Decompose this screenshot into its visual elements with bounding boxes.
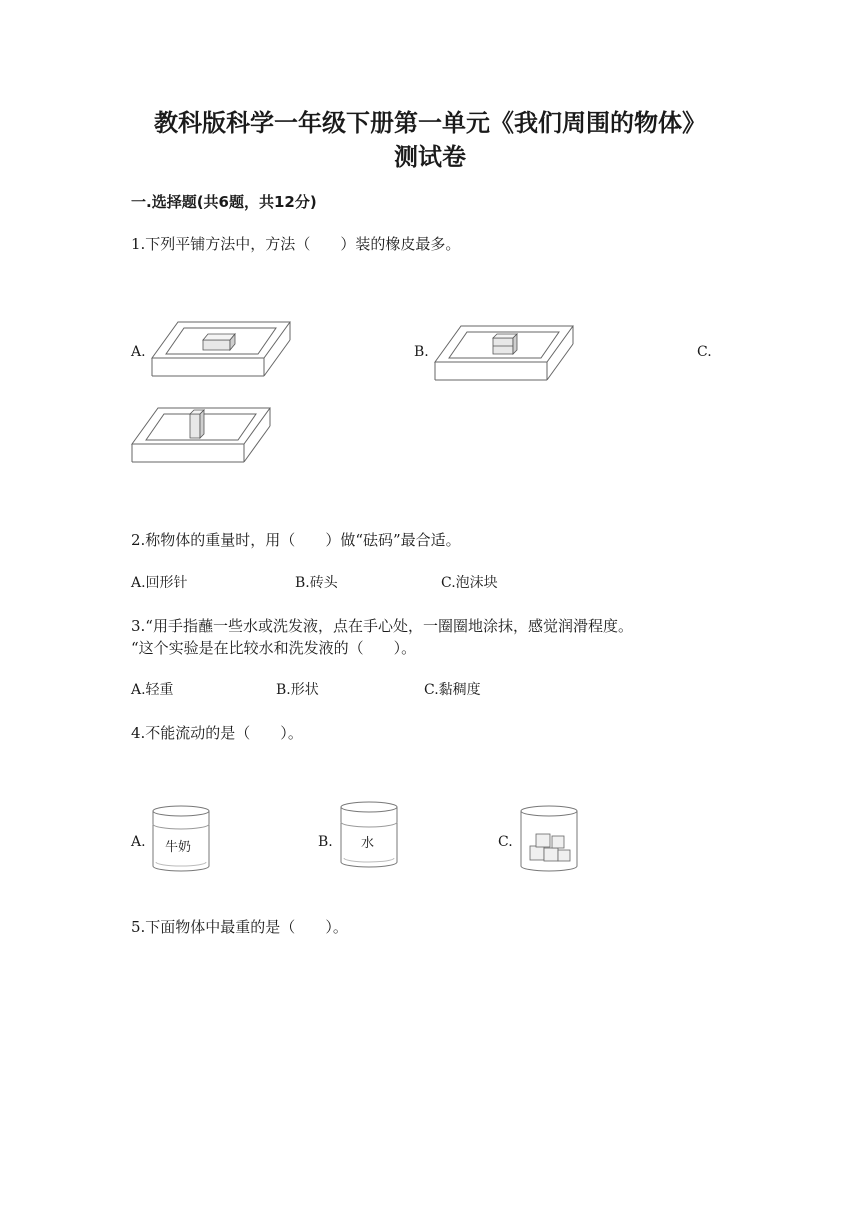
question-3-line-2: “这个实验是在比较水和洗发液的（ ）。 — [131, 639, 417, 657]
q4-water-cup-label: 水 — [361, 836, 375, 851]
q2-option-a: A.回形针 — [131, 575, 188, 591]
q2-option-b: B.砖头 — [295, 575, 338, 591]
question-3-line-1: 3.“用手指蘸一些水或洗发液，点在手心处，一圈圈地涂抹，感觉润滑程度。 — [131, 617, 633, 635]
question-1: 1.下列平铺方法中，方法（ ）装的橡皮最多。 — [131, 235, 461, 253]
q1-option-b-label: B. — [414, 344, 429, 360]
q4-option-c-label: C. — [498, 834, 513, 850]
q1-tray-b-figure — [431, 322, 576, 384]
q1-tray-c-figure — [128, 404, 273, 466]
q2-option-c: C.泡沫块 — [441, 575, 498, 591]
page-title: 教科版科学一年级下册第一单元《我们周围的物体》 — [154, 109, 706, 137]
q1-tray-a-figure — [148, 318, 293, 380]
q3-option-b: B.形状 — [276, 682, 319, 698]
question-4: 4.不能流动的是（ ）。 — [131, 724, 303, 742]
q1-option-c-label: C. — [697, 344, 712, 360]
question-5: 5.下面物体中最重的是（ ）。 — [131, 918, 348, 936]
q4-milk-cup-label: 牛奶 — [165, 840, 192, 855]
section-heading: 一.选择题(共6题，共12分) — [131, 193, 317, 211]
q4-option-b-label: B. — [318, 834, 333, 850]
page-subtitle: 测试卷 — [394, 143, 466, 171]
question-2: 2.称物体的重量时，用（ ）做“砝码”最合适。 — [131, 531, 461, 549]
q3-option-c: C.黏稠度 — [424, 682, 481, 698]
q4-option-a-label: A. — [131, 834, 146, 850]
q4-ice-cup-figure — [518, 804, 580, 874]
q1-option-a-label: A. — [131, 344, 146, 360]
q3-option-a: A.轻重 — [131, 682, 174, 698]
